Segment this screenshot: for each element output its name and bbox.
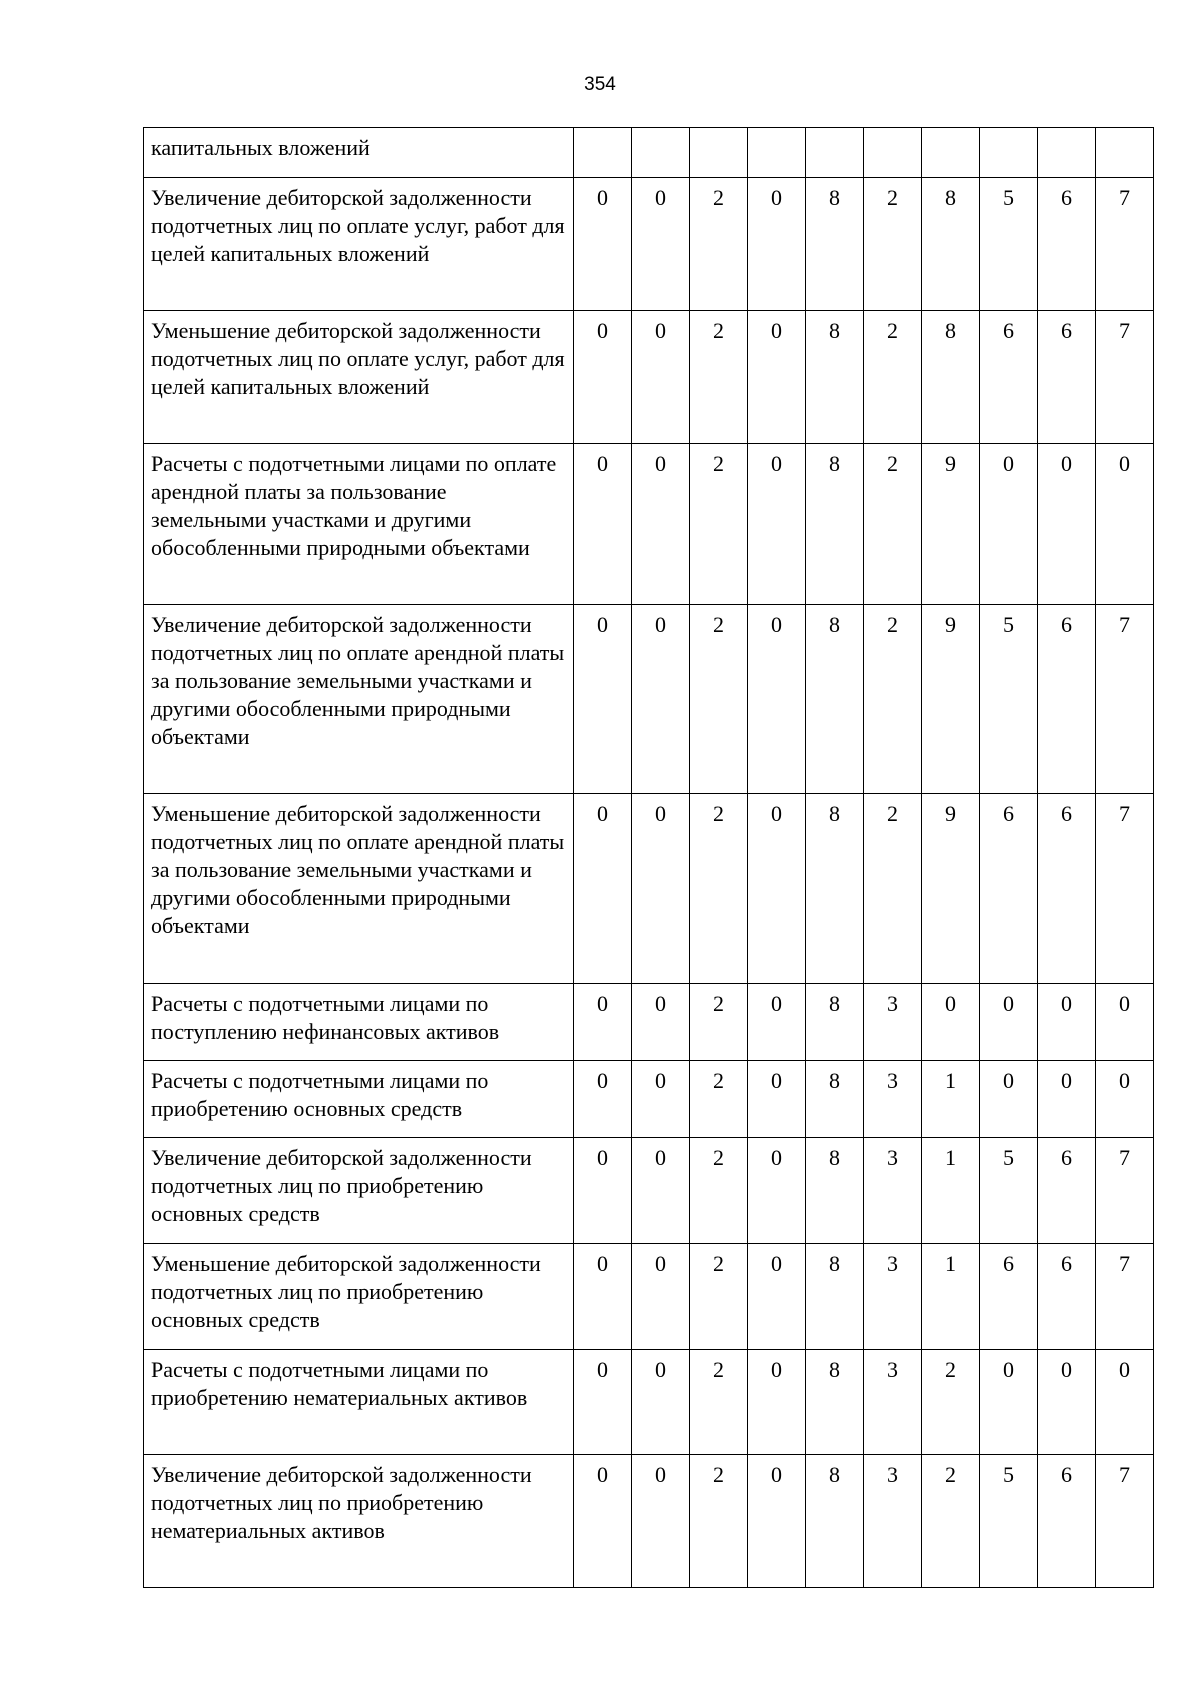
code-digit-cell: 9 xyxy=(922,444,980,605)
code-digit-cell: 0 xyxy=(1096,984,1154,1061)
code-digit-cell: 9 xyxy=(922,605,980,794)
code-digit-cell: 3 xyxy=(864,1061,922,1138)
table-row xyxy=(144,794,1154,984)
table-row xyxy=(144,1350,1154,1455)
code-digit-cell: 8 xyxy=(806,1350,864,1455)
code-digit-cell: 8 xyxy=(806,1061,864,1138)
code-digit-cell: 0 xyxy=(980,984,1038,1061)
code-digit-cell: 0 xyxy=(632,311,690,444)
code-digit-cell: 6 xyxy=(1038,311,1096,444)
code-digit-cell: 8 xyxy=(922,178,980,311)
code-digit-cell: 6 xyxy=(1038,1455,1096,1588)
code-digit-cell: 2 xyxy=(690,984,748,1061)
code-digit-cell: 0 xyxy=(574,1350,632,1455)
code-digit-cell xyxy=(864,128,922,178)
code-digit-cell: 0 xyxy=(574,444,632,605)
table-row xyxy=(144,1244,1154,1350)
code-digit-cell: 6 xyxy=(1038,605,1096,794)
code-digit-cell xyxy=(748,128,806,178)
code-digit-cell: 0 xyxy=(632,794,690,984)
code-digit-cell: 0 xyxy=(748,605,806,794)
code-digit-cell: 5 xyxy=(980,1138,1038,1244)
code-digit-cell: 0 xyxy=(1038,984,1096,1061)
code-digit-cell: 7 xyxy=(1096,605,1154,794)
code-digit-cell: 2 xyxy=(690,311,748,444)
code-digit-cell: 2 xyxy=(690,605,748,794)
account-description: Уменьшение дебиторской задолженности подотчетных лиц по оплате услуг, работ для целей капитальных вложений xyxy=(144,311,574,444)
code-digit-cell: 2 xyxy=(864,444,922,605)
code-digit-cell: 0 xyxy=(748,311,806,444)
code-digit-cell: 0 xyxy=(980,444,1038,605)
code-digit-cell xyxy=(806,128,864,178)
code-digit-cell: 0 xyxy=(632,1244,690,1350)
code-digit-cell: 3 xyxy=(864,1244,922,1350)
code-digit-cell xyxy=(922,128,980,178)
code-digit-cell: 2 xyxy=(690,1138,748,1244)
code-digit-cell: 0 xyxy=(574,605,632,794)
code-digit-cell: 2 xyxy=(922,1350,980,1455)
code-digit-cell: 8 xyxy=(806,311,864,444)
code-digit-cell: 0 xyxy=(748,1061,806,1138)
code-digit-cell: 2 xyxy=(922,1455,980,1588)
code-digit-cell: 0 xyxy=(632,984,690,1061)
table-body xyxy=(144,128,1154,1588)
account-description: Расчеты с подотчетными лицами по поступлению нефинансовых активов xyxy=(144,984,574,1061)
code-digit-cell: 0 xyxy=(1096,444,1154,605)
code-digit-cell: 2 xyxy=(690,1350,748,1455)
account-description: Уменьшение дебиторской задолженности подотчетных лиц по приобретению основных средств xyxy=(144,1244,574,1350)
account-description: Расчеты с подотчетными лицами по приобретению основных средств xyxy=(144,1061,574,1138)
table-row xyxy=(144,1138,1154,1244)
code-digit-cell: 7 xyxy=(1096,178,1154,311)
code-digit-cell: 5 xyxy=(980,1455,1038,1588)
code-digit-cell: 0 xyxy=(632,1138,690,1244)
code-digit-cell: 2 xyxy=(690,1455,748,1588)
code-digit-cell: 0 xyxy=(748,1350,806,1455)
code-digit-cell: 8 xyxy=(806,794,864,984)
code-digit-cell: 2 xyxy=(690,178,748,311)
code-digit-cell: 0 xyxy=(748,1244,806,1350)
code-digit-cell: 1 xyxy=(922,1061,980,1138)
code-digit-cell: 7 xyxy=(1096,1244,1154,1350)
code-digit-cell: 0 xyxy=(574,311,632,444)
code-digit-cell: 0 xyxy=(574,1061,632,1138)
table-row xyxy=(144,984,1154,1061)
code-digit-cell: 2 xyxy=(864,311,922,444)
account-description: капитальных вложений xyxy=(144,128,574,178)
code-digit-cell: 8 xyxy=(806,444,864,605)
code-digit-cell: 2 xyxy=(690,794,748,984)
code-digit-cell: 3 xyxy=(864,1455,922,1588)
code-digit-cell: 7 xyxy=(1096,794,1154,984)
table-row xyxy=(144,178,1154,311)
code-digit-cell xyxy=(1038,128,1096,178)
account-codes-table xyxy=(143,127,1154,1588)
code-digit-cell: 0 xyxy=(1096,1061,1154,1138)
table-row xyxy=(144,1061,1154,1138)
code-digit-cell: 0 xyxy=(748,984,806,1061)
code-digit-cell: 2 xyxy=(864,605,922,794)
code-digit-cell: 0 xyxy=(1038,444,1096,605)
account-description: Уменьшение дебиторской задолженности подотчетных лиц по оплате арендной платы за пользование земельными участками и другими обособленными природными объектами xyxy=(144,794,574,984)
code-digit-cell: 3 xyxy=(864,984,922,1061)
code-digit-cell: 0 xyxy=(922,984,980,1061)
code-digit-cell: 6 xyxy=(980,794,1038,984)
code-digit-cell: 3 xyxy=(864,1350,922,1455)
code-digit-cell xyxy=(980,128,1038,178)
code-digit-cell xyxy=(1096,128,1154,178)
code-digit-cell xyxy=(690,128,748,178)
code-digit-cell: 0 xyxy=(574,1455,632,1588)
code-digit-cell: 0 xyxy=(748,178,806,311)
code-digit-cell: 5 xyxy=(980,605,1038,794)
code-digit-cell: 0 xyxy=(574,178,632,311)
code-digit-cell: 8 xyxy=(806,1455,864,1588)
code-digit-cell: 8 xyxy=(922,311,980,444)
code-digit-cell: 6 xyxy=(980,1244,1038,1350)
code-digit-cell: 6 xyxy=(980,311,1038,444)
table-row xyxy=(144,311,1154,444)
code-digit-cell: 8 xyxy=(806,178,864,311)
code-digit-cell: 6 xyxy=(1038,1244,1096,1350)
table-row xyxy=(144,1455,1154,1588)
code-digit-cell: 9 xyxy=(922,794,980,984)
table-row xyxy=(144,128,1154,178)
code-digit-cell: 0 xyxy=(574,984,632,1061)
code-digit-cell: 0 xyxy=(632,1061,690,1138)
code-digit-cell: 6 xyxy=(1038,178,1096,311)
code-digit-cell: 0 xyxy=(632,444,690,605)
code-digit-cell: 2 xyxy=(690,444,748,605)
code-digit-cell: 0 xyxy=(748,794,806,984)
account-description: Увеличение дебиторской задолженности подотчетных лиц по оплате арендной платы за пользование земельными участками и другими обособленными природными объектами xyxy=(144,605,574,794)
code-digit-cell: 0 xyxy=(574,1138,632,1244)
code-digit-cell: 2 xyxy=(864,794,922,984)
code-digit-cell xyxy=(574,128,632,178)
code-digit-cell: 6 xyxy=(1038,1138,1096,1244)
code-digit-cell: 0 xyxy=(1038,1350,1096,1455)
code-digit-cell: 0 xyxy=(632,1455,690,1588)
code-digit-cell: 0 xyxy=(748,444,806,605)
code-digit-cell: 8 xyxy=(806,984,864,1061)
code-digit-cell: 0 xyxy=(980,1350,1038,1455)
code-digit-cell: 0 xyxy=(748,1138,806,1244)
code-digit-cell: 8 xyxy=(806,1244,864,1350)
account-description: Расчеты с подотчетными лицами по оплате арендной платы за пользование земельными участками и другими обособленными природными объектами xyxy=(144,444,574,605)
code-digit-cell: 7 xyxy=(1096,1138,1154,1244)
page-number: 354 xyxy=(584,74,616,95)
code-digit-cell: 0 xyxy=(1038,1061,1096,1138)
code-digit-cell: 0 xyxy=(1096,1350,1154,1455)
account-description: Расчеты с подотчетными лицами по приобретению нематериальных активов xyxy=(144,1350,574,1455)
code-digit-cell xyxy=(632,128,690,178)
code-digit-cell: 5 xyxy=(980,178,1038,311)
code-digit-cell: 0 xyxy=(632,605,690,794)
account-description: Увеличение дебиторской задолженности подотчетных лиц по приобретению нематериальных активов xyxy=(144,1455,574,1588)
code-digit-cell: 0 xyxy=(748,1455,806,1588)
code-digit-cell: 1 xyxy=(922,1138,980,1244)
code-digit-cell: 7 xyxy=(1096,311,1154,444)
account-description: Увеличение дебиторской задолженности подотчетных лиц по приобретению основных средств xyxy=(144,1138,574,1244)
code-digit-cell: 8 xyxy=(806,605,864,794)
table-row xyxy=(144,444,1154,605)
code-digit-cell: 2 xyxy=(864,178,922,311)
code-digit-cell: 3 xyxy=(864,1138,922,1244)
code-digit-cell: 8 xyxy=(806,1138,864,1244)
code-digit-cell: 0 xyxy=(574,794,632,984)
code-digit-cell: 2 xyxy=(690,1244,748,1350)
code-digit-cell: 0 xyxy=(980,1061,1038,1138)
code-digit-cell: 0 xyxy=(632,1350,690,1455)
code-digit-cell: 7 xyxy=(1096,1455,1154,1588)
account-description: Увеличение дебиторской задолженности подотчетных лиц по оплате услуг, работ для целей капитальных вложений xyxy=(144,178,574,311)
code-digit-cell: 0 xyxy=(632,178,690,311)
code-digit-cell: 6 xyxy=(1038,794,1096,984)
table-row xyxy=(144,605,1154,794)
code-digit-cell: 2 xyxy=(690,1061,748,1138)
code-digit-cell: 0 xyxy=(574,1244,632,1350)
code-digit-cell: 1 xyxy=(922,1244,980,1350)
